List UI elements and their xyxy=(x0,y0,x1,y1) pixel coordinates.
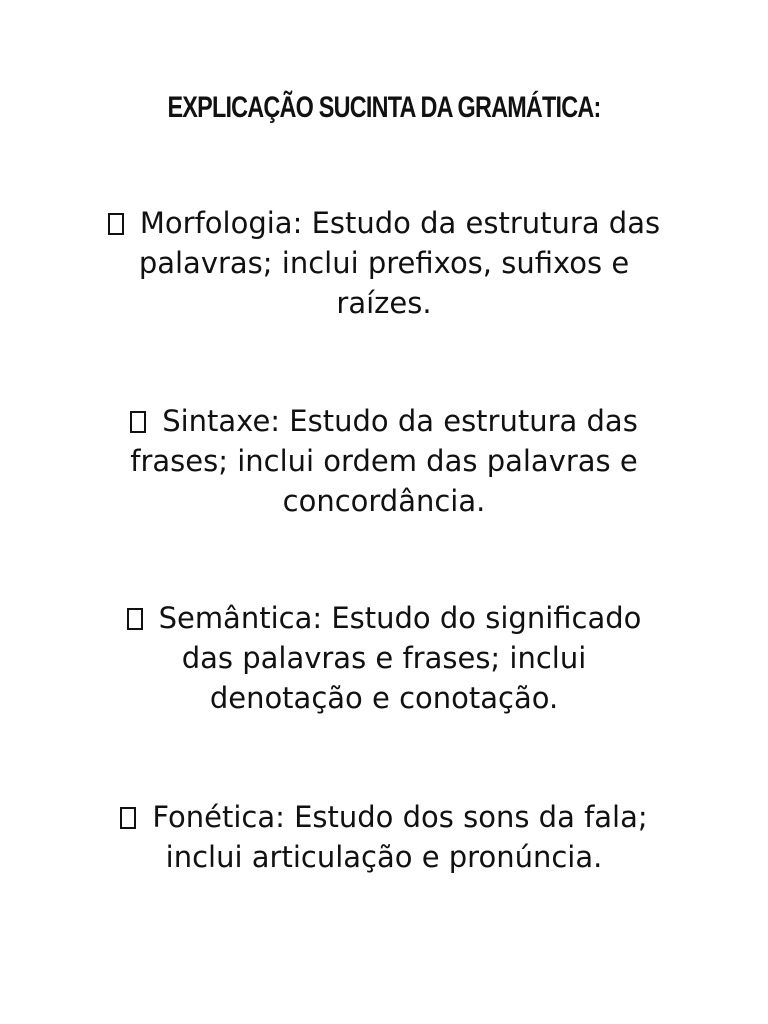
list-item-semantica xyxy=(104,598,664,718)
list-item-fonetica xyxy=(104,797,664,877)
list-item-text: Semântica: Estudo do significado das palavras e frases; inclui denotação e conotação. xyxy=(158,601,642,715)
list-item-text: Morfologia: Estudo da estrutura das palavras; inclui prefixos, sufixos e raízes. xyxy=(138,206,661,320)
bullet-box-icon xyxy=(120,807,136,829)
page-title: EXPLICAÇÃO SUCINTA DA GRAMÁTICA: xyxy=(167,91,601,124)
list-item-text: Sintaxe: Estudo da estrutura das frases; inclui ordem das palavras e concordância. xyxy=(130,404,638,518)
list-item-text: Fonética: Estudo dos sons da fala; inclui articulação e pronúncia. xyxy=(152,800,648,874)
bullet-box-icon xyxy=(130,411,146,433)
bullet-box-icon xyxy=(108,213,124,235)
list-item-sintaxe xyxy=(104,401,664,521)
bullet-box-icon xyxy=(127,608,143,630)
list-item-morfologia xyxy=(104,203,664,323)
